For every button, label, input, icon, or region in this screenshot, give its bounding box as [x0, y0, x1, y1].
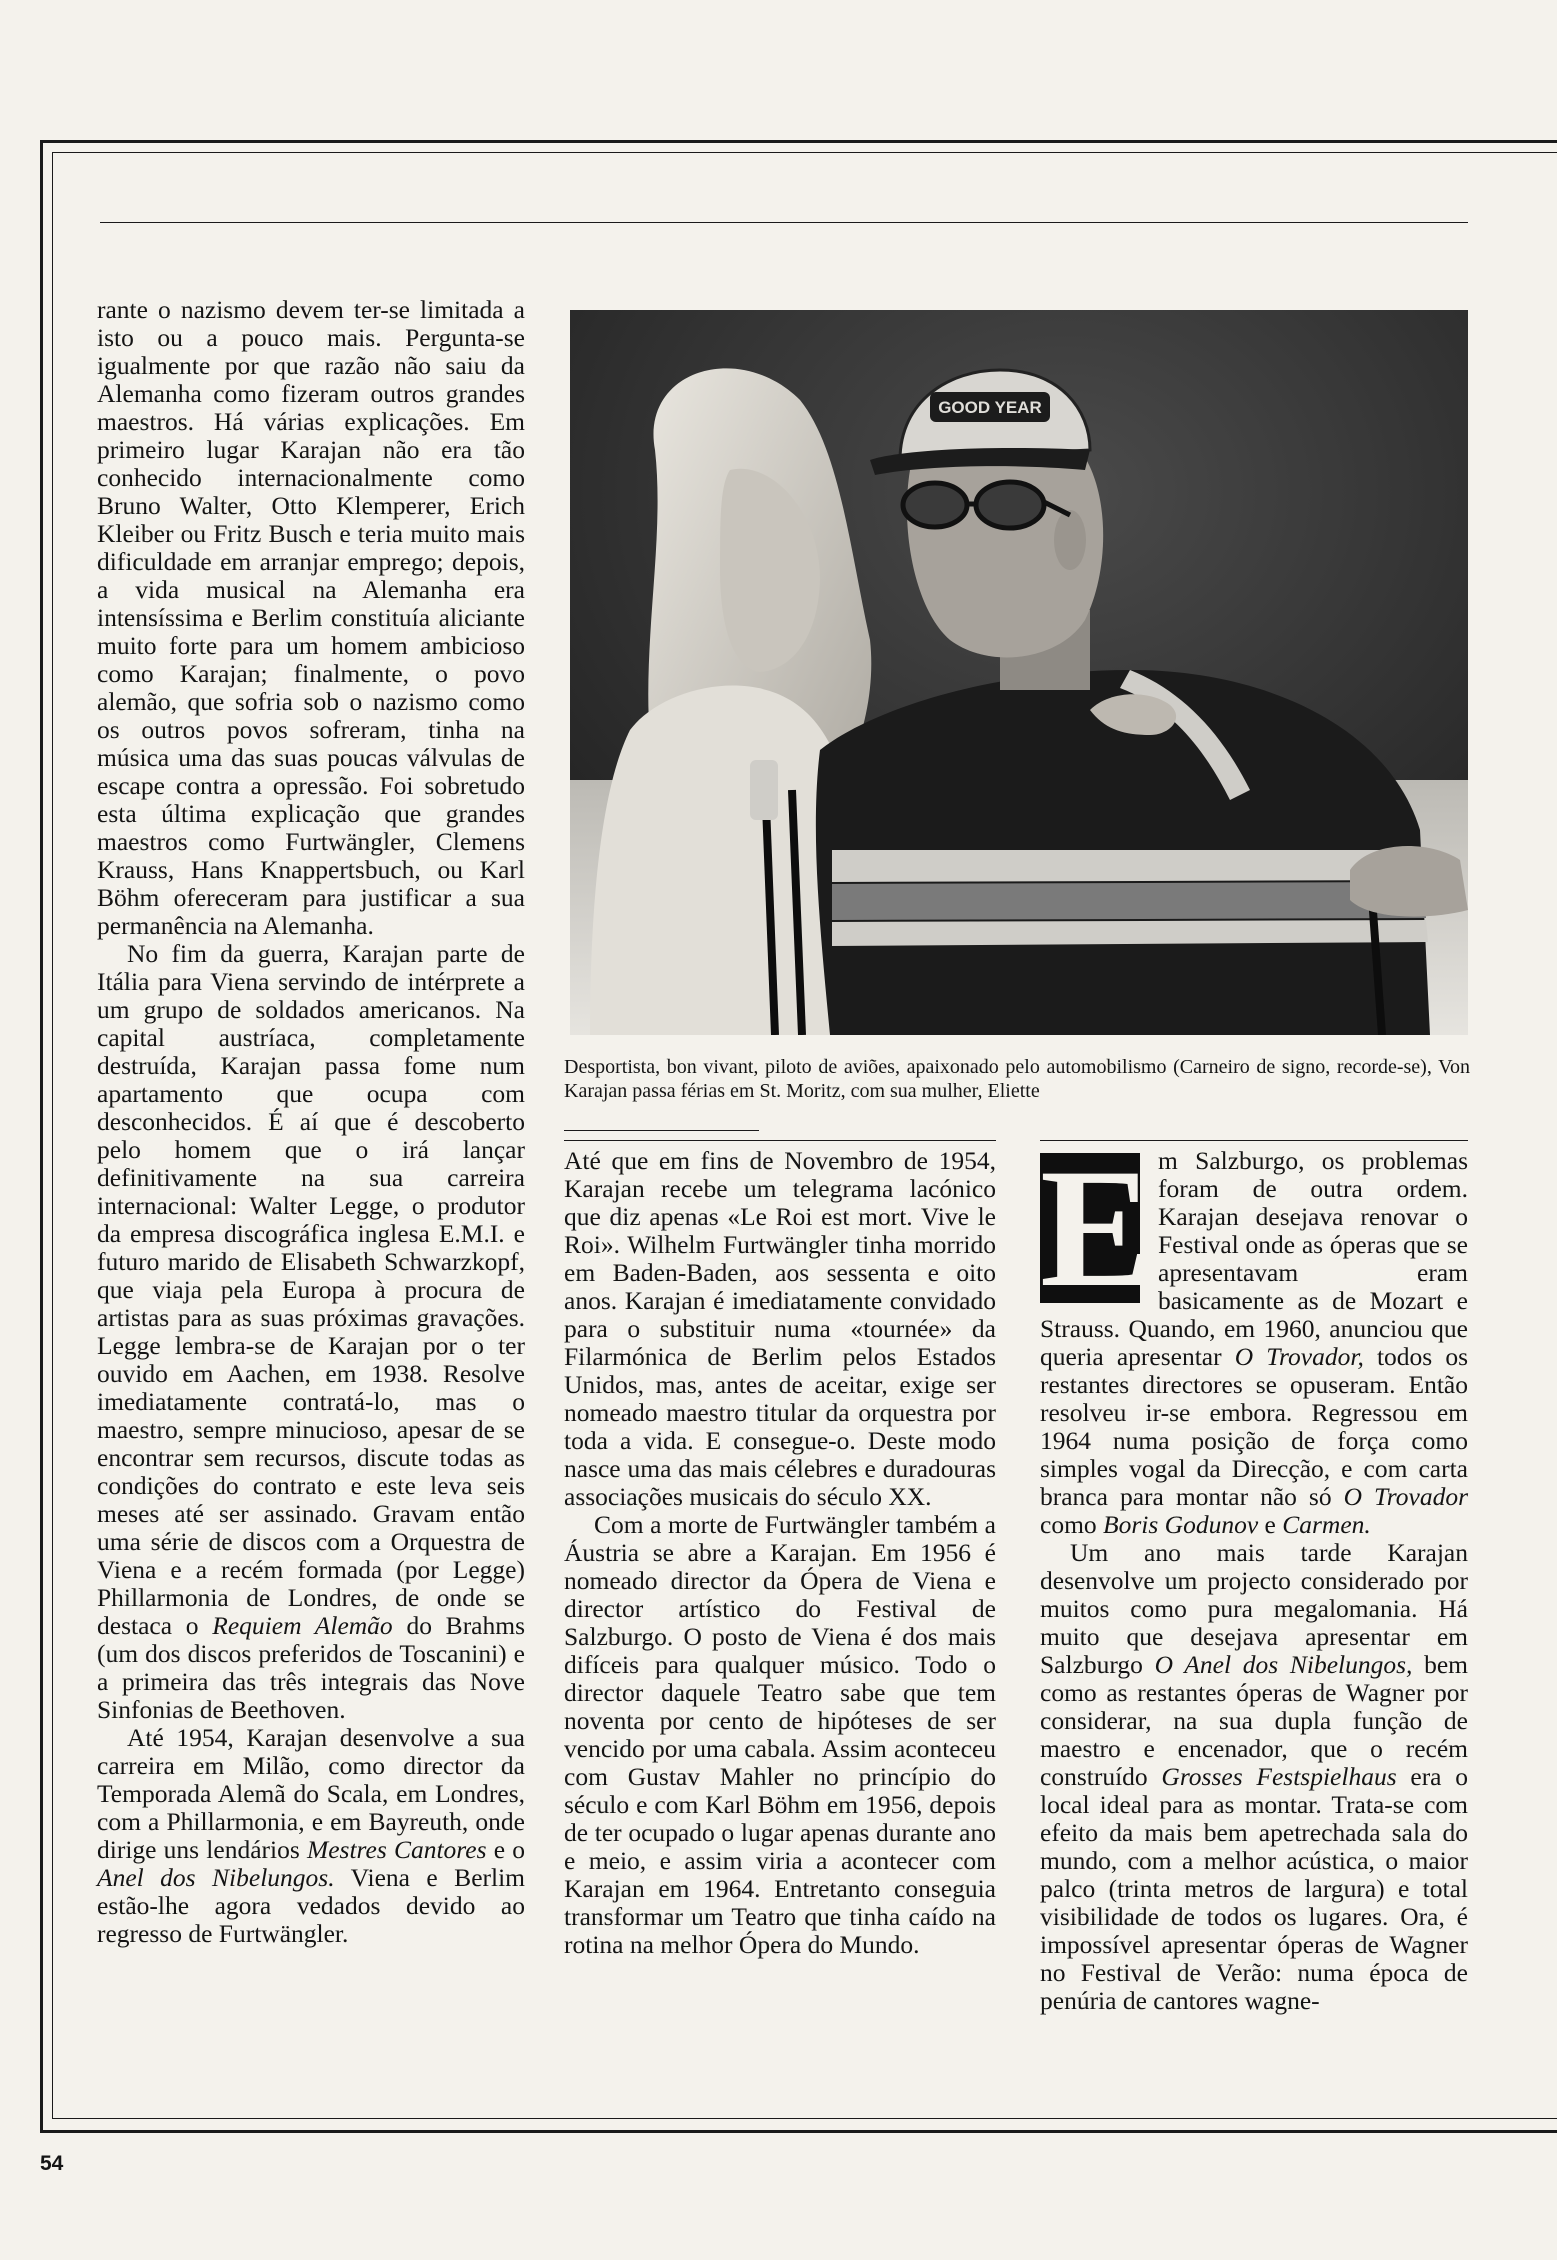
left-text-column	[97, 296, 525, 1948]
drop-cap: E	[1040, 1134, 1154, 1322]
right-paragraph-1-start: m Salzburgo, os problemas foram de outra ordem. Karajan desejava renovar o Festival onde as óperas que se apresentavam eram basicamente as de Mozart e Strauss. Quando, em 1960, anunciou que queria apresentar	[1040, 1146, 1468, 1371]
photo-caption: Desportista, bon vivant, piloto de aviões, apaixonado pelo automobilismo (Carneiro de signo, recorde-se), Von Karajan passa férias em St. Moritz, com sua mulher, Eliette	[564, 1056, 1470, 1102]
right-paragraph-2-italic-1: O Anel dos Nibelungos,	[1154, 1650, 1413, 1679]
left-paragraph-3-start: Até 1954, Karajan desenvolve a sua carreira em Milão, como director da Temporada Alemã do Scala, em Londres, com a Phillarmonia, e em Bayreuth, onde dirige uns lendários	[97, 1723, 525, 1864]
sweater-stripe-bottom	[832, 920, 1428, 946]
right-paragraph-1-mid-3: e	[1264, 1510, 1276, 1539]
right-paragraph-2-end: era o local ideal para as montar. Trata-se com efeito da mais bem apetrechada sala do mundo, com a melhor acústica, o maior palco (trinta metros de largura) e total visibilidade de todos os lugares. Ora, é impossível apresentar óperas de Wagner no Festival de Verão: numa época de penúria de cantores wagne-	[1040, 1762, 1468, 2015]
frame-left-inner-rule	[52, 152, 53, 2118]
header-rule	[100, 222, 1468, 223]
right-paragraph-1-mid: todos os restantes directores se opuseram. Então resolveu ir-se embora. Regressou em 1964 numa posição de força como simples vogal da Direcção, e com carta branca para montar não só	[1040, 1342, 1469, 1511]
glasses-left-lens	[903, 483, 967, 527]
frame-top-inner-rule	[52, 152, 1557, 153]
man-hand	[1350, 846, 1468, 917]
cap-logo-text: GOOD YEAR	[938, 398, 1042, 417]
karajan-photo	[570, 310, 1468, 1035]
frame-left-rule	[40, 140, 43, 2130]
right-paragraph-2-italic-2: Grosses Festspielhaus	[1161, 1762, 1397, 1791]
page-number: 54	[40, 2152, 64, 2175]
middle-column-top-rule	[564, 1140, 996, 1141]
middle-paragraph-2: Com a morte de Furtwängler também a Áustria se abre a Karajan. Em 1956 é nomeado director da Ópera de Viena e director artístico do Festival de Salzburgo. O posto de Viena é dos mais difíceis para qualquer músico. Todo o director daquele Teatro sabe que tem noventa por cento de hipóteses de ser vencido por uma cabala. Assim aconteceu com Gustav Mahler no princípio do século e com Karl Böhm em 1956, depois de ter ocupado o lugar apenas durante ano e meio, e assim viria a acontecer com Karajan em 1964. Entretanto conseguia transformar um Teatro que tinha caído na rotina na melhor Ópera do Mundo.	[564, 1510, 996, 1959]
left-paragraph-2-text: No fim da guerra, Karajan parte de Itália para Viena servindo de intérprete a um grupo de soldados americanos. Na capital austríaca, completamente destruída, Karajan passa fome num apartamento que ocupa com desconhecidos. É aí que é descoberto pelo homem que o irá lançar definitivamente na sua carreira internacional: Walter Legge, o produtor da empresa discográfica inglesa E.M.I. e futuro marido de Elisabeth Schwarzkopf, que viaja pela Europa à procura de artistas para as suas próximas gravações. Legge lembra-se de Karajan por o ter ouvido em Aachen, em 1938. Resolve imediatamente contratá-lo, mas o maestro, sempre minucioso, apesar de se encontrar sem recursos, discute todas as condições do contrato e este leva seis meses até ser assinado. Gravam então uma série de discos com a Orquestra de Viena e a recém formada (por Legge) Phillarmonia de Londres, de onde se destaca o	[97, 939, 525, 1640]
right-paragraph-1-italic-1: O Trovador,	[1234, 1342, 1364, 1371]
middle-paragraph-1: Até que em fins de Novembro de 1954, Karajan recebe um telegrama lacónico que diz apenas «Le Roi est mort. Vive le Roi». Wilhelm Furtwängler tinha morrido em Baden-Baden, aos sessenta e oito anos. Karajan é imediatamente convidado para o substituir numa «tournée» da Filarmónica de Berlim pelos Estados Unidos, mas, antes de aceitar, exige ser nomeado maestro titular da orquestra por toda a vida. E consegue-o. Deste modo nasce uma das mais célebres e duradouras associações musicais do século XX.	[564, 1146, 996, 1511]
sweater-stripe-middle	[832, 882, 1426, 920]
right-paragraph-1-italic-4: Carmen.	[1282, 1510, 1371, 1539]
right-paragraph-1-mid-2: como	[1040, 1510, 1097, 1539]
frame-bottom-rule	[40, 2130, 1557, 2133]
ski-pole-left-grip	[750, 760, 778, 820]
glasses-right-lens	[976, 482, 1044, 528]
left-paragraph-2	[97, 940, 525, 1724]
caption-rule	[564, 1130, 759, 1131]
left-paragraph-3-mid: e o	[493, 1835, 526, 1864]
right-paragraph-2-mid: bem como as restantes óperas de Wagner por considerar, na sua dupla função de maestro e encenador, que o recém construído	[1040, 1650, 1469, 1791]
right-paragraph-2-start: Um ano mais tarde Karajan desenvolve um projecto considerado por muitos como pura megalomania. Há muito que desejava apresentar em Salzburgo	[1040, 1538, 1468, 1679]
right-paragraph-1	[1040, 1134, 1469, 1539]
right-text-column	[1040, 1134, 1469, 2015]
frame-top-rule	[40, 140, 1557, 143]
right-paragraph-1-italic-2: O Trovador	[1343, 1482, 1469, 1511]
left-paragraph-1: rante o nazismo devem ter-se limitada a isto ou a pouco mais. Pergunta-se igualmente por que razão não saiu da Alemanha como fizeram outros grandes maestros. Há várias explicações. Em primeiro lugar Karajan não era tão conhecido internacionalmente como Bruno Walter, Otto Klemperer, Erich Kleiber ou Fritz Busch e teria muito mais dificuldade em arranjar emprego; depois, a vida musical na Alemanha era intensíssima e Berlim constituía aliciante muito forte para um homem ambicioso como Karajan; finalmente, o povo alemão, que sofria sob o nazismo como os outros povos sofreram, tinha na música uma das suas poucas válvulas de escape contra a opressão. Foi sobretudo esta última explicação que grandes maestros como Furtwängler, Clemens Krauss, Hans Knappertsbuch, ou Karl Böhm ofereceram para justificar a sua permanência na Alemanha.	[97, 295, 525, 940]
left-paragraph-2-italic: Requiem Alemão	[212, 1611, 393, 1640]
left-paragraph-3-italic-2: Anel dos Nibelungos.	[97, 1863, 335, 1892]
middle-text-column	[564, 1147, 996, 1959]
man-ear	[1054, 510, 1086, 570]
left-paragraph-3-end: Viena e Berlim estão-lhe agora vedados devido ao regresso de Furtwängler.	[97, 1863, 526, 1948]
right-paragraph-2	[1040, 1539, 1468, 2015]
right-paragraph-1-italic-3: Boris Godunov	[1103, 1510, 1259, 1539]
left-paragraph-2-tail: do Brahms (um dos discos preferidos de Toscanini) e a primeira das três integrais das Nove Sinfonias de Beethoven.	[97, 1611, 526, 1724]
left-paragraph-3-italic-1: Mestres Cantores	[306, 1835, 487, 1864]
sweater-stripe-top	[832, 850, 1424, 882]
photo-illustration	[570, 310, 1468, 1035]
frame-bottom-inner-rule	[52, 2118, 1557, 2119]
left-paragraph-3	[97, 1724, 525, 1948]
